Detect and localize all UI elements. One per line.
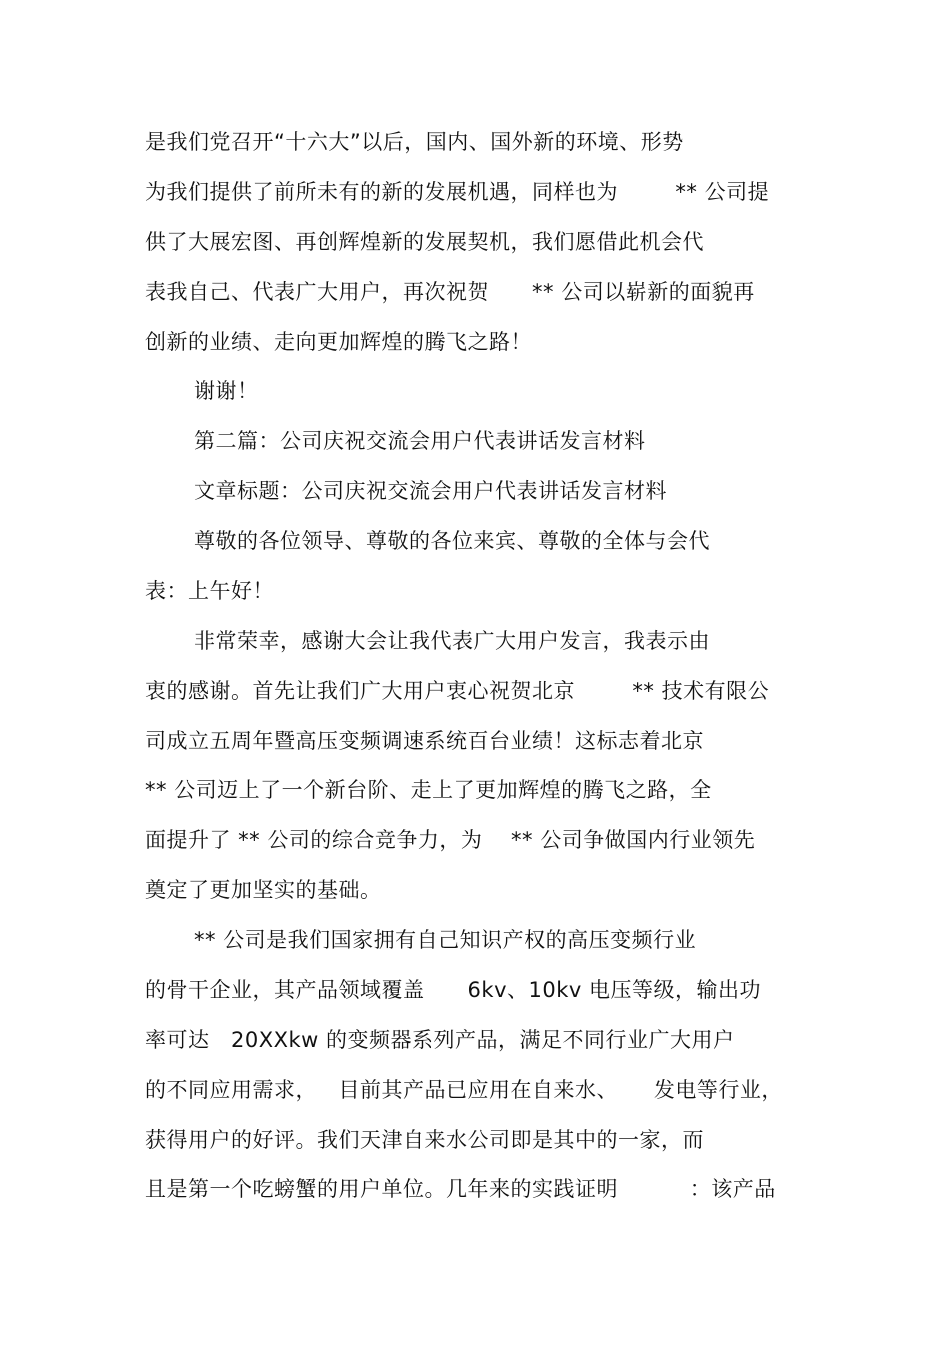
text-line: 非常荣幸，感谢大会让我代表广大用户发言，我表示由 xyxy=(194,629,710,653)
text-line: 为我们提供了前所未有的新的发展机遇，同样也为 ** 公司提 xyxy=(145,180,770,204)
text-line: 供了大展宏图、再创辉煌新的发展契机，我们愿借此机会代 xyxy=(145,230,704,254)
text-line: 是我们党召开“十六大”以后，国内、国外新的环境、形势 xyxy=(145,130,684,154)
text-line: 司成立五周年暨高压变频调速系统百台业绩！这标志着北京 xyxy=(145,729,704,753)
text-line: 的骨干企业，其产品领域覆盖 6kv、10kv 电压等级，输出功 xyxy=(145,978,761,1002)
text-line: 且是第一个吃螃蟹的用户单位。几年来的实践证明 ：该产品 xyxy=(145,1177,776,1201)
text-line: 表：上午好！ xyxy=(145,579,274,603)
text-line: ** 公司是我们国家拥有自己知识产权的高压变频行业 xyxy=(194,928,697,952)
text-line: 获得用户的好评。我们天津自来水公司即是其中的一家，而 xyxy=(145,1128,704,1152)
article-title: 文章标题：公司庆祝交流会用户代表讲话发言材料 xyxy=(194,479,667,503)
text-line: 面提升了 ** 公司的综合竞争力，为 ** 公司争做国内行业领先 xyxy=(145,828,756,852)
text-line: 创新的业绩、走向更加辉煌的腾飞之路！ xyxy=(145,330,532,354)
section-heading: 第二篇：公司庆祝交流会用户代表讲话发言材料 xyxy=(194,429,646,453)
text-line: ** 公司迈上了一个新台阶、走上了更加辉煌的腾飞之路，全 xyxy=(145,778,712,802)
thanks-line: 谢谢！ xyxy=(194,379,259,403)
text-line: 率可达 20XXkw 的变频器系列产品，满足不同行业广大用户 xyxy=(145,1028,735,1052)
text-line: 奠定了更加坚实的基础。 xyxy=(145,878,382,902)
text-line: 的不同应用需求， 目前其产品已应用在自来水、 发电等行业， xyxy=(145,1078,783,1102)
text-line: 衷的感谢。首先让我们广大用户衷心祝贺北京 ** 技术有限公 xyxy=(145,679,770,703)
text-line: 尊敬的各位领导、尊敬的各位来宾、尊敬的全体与会代 xyxy=(194,529,710,553)
text-line: 表我自己、代表广大用户，再次祝贺 ** 公司以崭新的面貌再 xyxy=(145,280,755,304)
